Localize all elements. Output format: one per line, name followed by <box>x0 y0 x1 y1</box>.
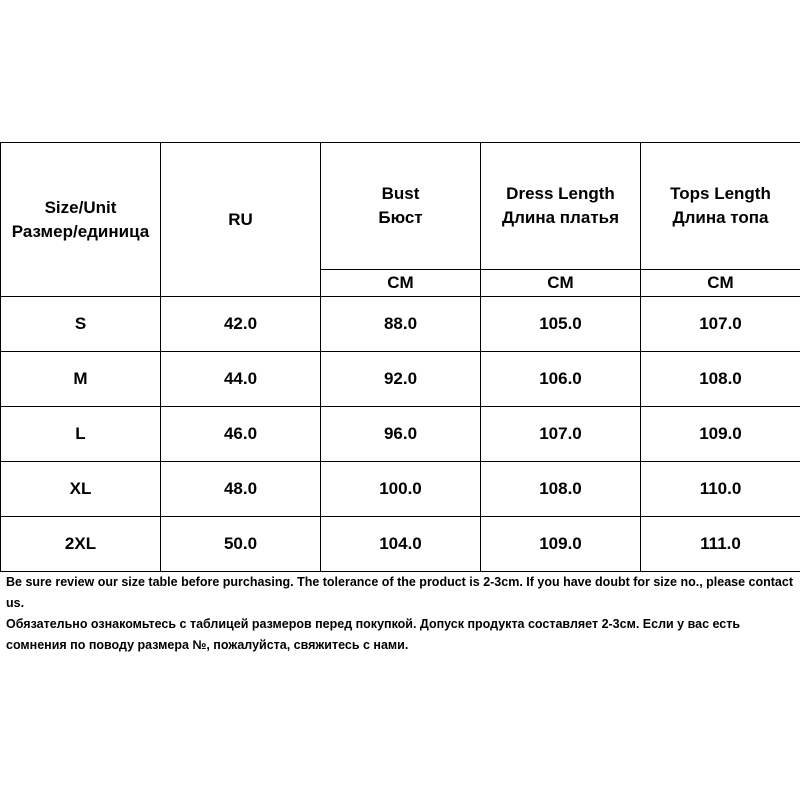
cell-dress-length: 107.0 <box>481 407 641 462</box>
cell-size: M <box>1 352 161 407</box>
table-row <box>1 407 800 462</box>
cell-bust: 96.0 <box>321 407 481 462</box>
cell-dress-length: 106.0 <box>481 352 641 407</box>
cell-tops-length: 110.0 <box>641 462 800 517</box>
unit-bust: CM <box>321 269 481 296</box>
table-row <box>1 297 800 352</box>
header-dress-length-ru: Длина платья <box>501 207 620 227</box>
header-size-ru: Размер/единица <box>11 221 150 241</box>
cell-tops-length: 109.0 <box>641 407 800 462</box>
header-size-unit <box>1 143 161 297</box>
cell-bust: 100.0 <box>321 462 481 517</box>
unit-tops-length: CM <box>641 269 800 296</box>
table-row <box>1 352 800 407</box>
header-tops-length-en: Tops Length <box>670 183 771 203</box>
cell-ru: 42.0 <box>161 297 321 352</box>
cell-ru: 50.0 <box>161 517 321 572</box>
header-bust-en: Bust <box>381 183 420 203</box>
size-note <box>6 572 798 656</box>
table-row <box>1 517 800 572</box>
unit-dress-length: CM <box>481 269 641 296</box>
cell-bust: 92.0 <box>321 352 481 407</box>
cell-size: 2XL <box>1 517 161 572</box>
header-tops-length-ru: Длина топа <box>672 207 769 227</box>
size-note-en: Be sure review our size table before purchasing. The tolerance of the product is 2-3cm. If you have doubt for size no., please contact us. <box>6 575 793 610</box>
cell-ru: 44.0 <box>161 352 321 407</box>
header-tops-length <box>641 143 800 270</box>
cell-dress-length: 105.0 <box>481 297 641 352</box>
cell-size: XL <box>1 462 161 517</box>
header-dress-length <box>481 143 641 270</box>
header-size-en: Size/Unit <box>44 197 117 217</box>
table-row <box>1 462 800 517</box>
cell-tops-length: 108.0 <box>641 352 800 407</box>
cell-tops-length: 111.0 <box>641 517 800 572</box>
header-bust <box>321 143 481 270</box>
cell-dress-length: 108.0 <box>481 462 641 517</box>
size-note-ru: Обязательно ознакомьтесь с таблицей размеров перед покупкой. Допуск продукта составляет 2-3см. Если у вас есть сомнения по поводу размера №, пожалуйста, свяжитесь с нами. <box>6 617 741 652</box>
cell-size: S <box>1 297 161 352</box>
cell-tops-length: 107.0 <box>641 297 800 352</box>
cell-ru: 48.0 <box>161 462 321 517</box>
table-header-row <box>1 143 800 270</box>
cell-bust: 88.0 <box>321 297 481 352</box>
size-table <box>0 142 800 572</box>
cell-bust: 104.0 <box>321 517 481 572</box>
cell-ru: 46.0 <box>161 407 321 462</box>
cell-dress-length: 109.0 <box>481 517 641 572</box>
header-dress-length-en: Dress Length <box>506 183 615 203</box>
header-bust-ru: Бюст <box>378 207 423 227</box>
cell-size: L <box>1 407 161 462</box>
header-ru: RU <box>161 143 321 297</box>
